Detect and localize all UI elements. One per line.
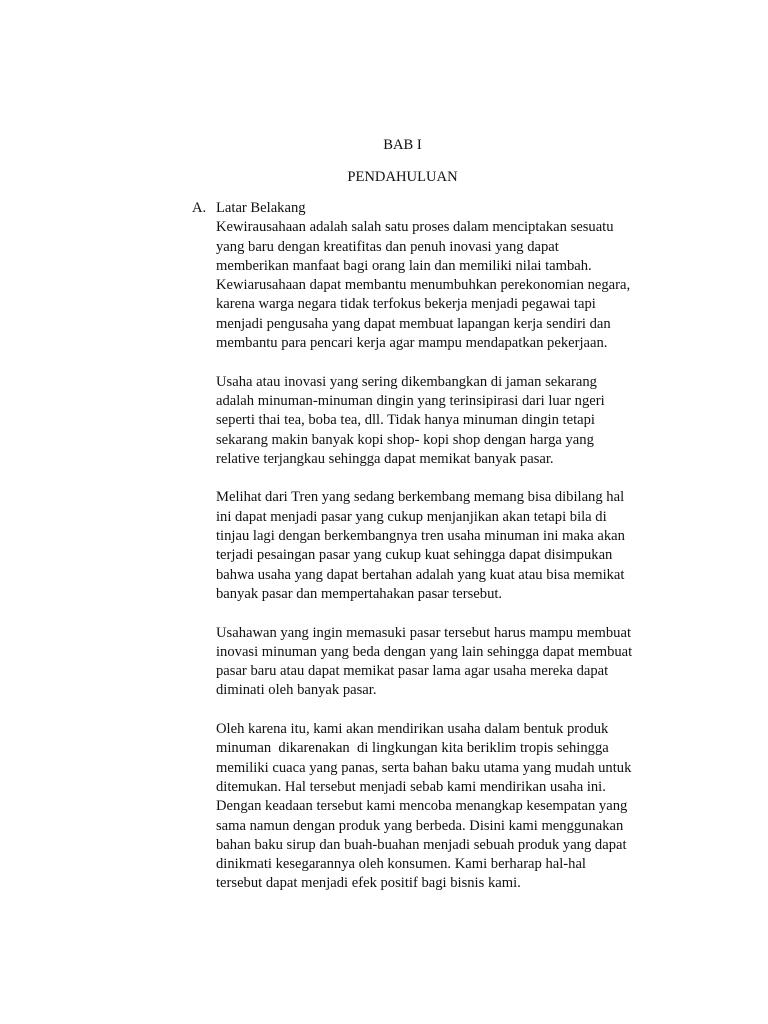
paragraph-line: inovasi minuman yang beda dengan yang lain sehingga dapat membuat bbox=[216, 643, 633, 660]
paragraph bbox=[216, 218, 662, 353]
paragraph-line: Usahawan yang ingin memasuki pasar tersebut harus mampu membuat bbox=[216, 624, 632, 641]
chapter-title: PENDAHULUAN bbox=[347, 169, 458, 185]
paragraph bbox=[216, 624, 662, 701]
paragraph-line: Kewirausahaan adalah salah satu proses dalam menciptakan sesuatu bbox=[216, 219, 614, 236]
paragraph-line: Usaha atau inovasi yang sering dikembangkan di jaman sekarang bbox=[216, 373, 597, 390]
paragraph bbox=[216, 720, 662, 894]
paragraph bbox=[216, 373, 662, 469]
paragraph-line: yang baru dengan kreatifitas dan penuh inovasi yang dapat bbox=[216, 238, 559, 255]
paragraph-line: ini dapat menjadi pasar yang cukup menjanjikan akan tetapi bila di bbox=[216, 508, 607, 525]
paragraph-line: membantu para pencari kerja agar mampu mendapatkan pekerjaan. bbox=[216, 335, 608, 352]
section-letter: A. bbox=[192, 200, 207, 216]
paragraph-line: Oleh karena itu, kami akan mendirikan usaha dalam bentuk produk bbox=[216, 721, 609, 738]
paragraph-line: memberikan manfaat bagi orang lain dan memiliki nilai tambah. bbox=[216, 257, 592, 274]
section-body bbox=[216, 218, 662, 893]
section-latar-belakang bbox=[192, 199, 662, 894]
paragraph-line: memiliki cuaca yang panas, serta bahan baku utama yang mudah untuk bbox=[216, 759, 632, 776]
paragraph-line: ditemukan. Hal tersebut menjadi sebab kami mendirikan usaha ini. bbox=[216, 778, 606, 795]
paragraph-line: Kewiarusahaan dapat membantu menumbuhkan perekonomian negara, bbox=[216, 277, 631, 294]
paragraph-line: dinikmati kesegarannya oleh konsumen. Kami berharap hal-hal bbox=[216, 856, 586, 873]
paragraph-line: seperti thai tea, boba tea, dll. Tidak hanya minuman dingin tetapi bbox=[216, 412, 595, 429]
paragraph-line: tersebut dapat menjadi efek positif bagi bisnis kami. bbox=[216, 875, 521, 892]
paragraph-line: Dengan keadaan tersebut kami mencoba menangkap kesempatan yang bbox=[216, 798, 628, 815]
paragraph-line: diminati oleh banyak pasar. bbox=[216, 682, 377, 699]
paragraph-line: menjadi pengusaha yang dapat membuat lapangan kerja sendiri dan bbox=[216, 315, 611, 332]
paragraph-line: bahwa usaha yang dapat bertahan adalah yang kuat atau bisa memikat bbox=[216, 566, 625, 583]
paragraph-line: terjadi pesaingan pasar yang cukup kuat sehingga dapat disimpukan bbox=[216, 547, 613, 564]
paragraph bbox=[216, 488, 662, 604]
paragraph-line: bahan baku sirup dan buah-buahan menjadi sebuah produk yang dapat bbox=[216, 836, 627, 853]
paragraph-line: minuman dikarenakan di lingkungan kita beriklim tropis sehingga bbox=[216, 740, 609, 757]
paragraph-line: karena warga negara tidak terfokus bekerja menjadi pegawai tapi bbox=[216, 296, 596, 313]
section-title: Latar Belakang bbox=[216, 200, 306, 216]
paragraph-line: tinjau lagi dengan berkembangnya tren usaha minuman ini maka akan bbox=[216, 528, 625, 545]
paragraph-line: sekarang makin banyak kopi shop- kopi shop dengan harga yang bbox=[216, 431, 594, 448]
paragraph-line: Melihat dari Tren yang sedang berkembang memang bisa dibilang hal bbox=[216, 489, 625, 506]
paragraph-line: relative terjangkau sehingga dapat memikat banyak pasar. bbox=[216, 450, 554, 467]
paragraph-line: sama namun dengan produk yang berbeda. Disini kami menggunakan bbox=[216, 817, 624, 834]
paragraph-line: banyak pasar dan mempertahakan pasar tersebut. bbox=[216, 585, 503, 602]
paragraph-line: adalah minuman-minuman dingin yang terinsipirasi dari luar ngeri bbox=[216, 392, 605, 409]
paragraph-line: pasar baru atau dapat memikat pasar lama agar usaha mereka dapat bbox=[216, 663, 609, 680]
chapter-number: BAB I bbox=[383, 137, 422, 153]
section-heading bbox=[192, 199, 662, 218]
